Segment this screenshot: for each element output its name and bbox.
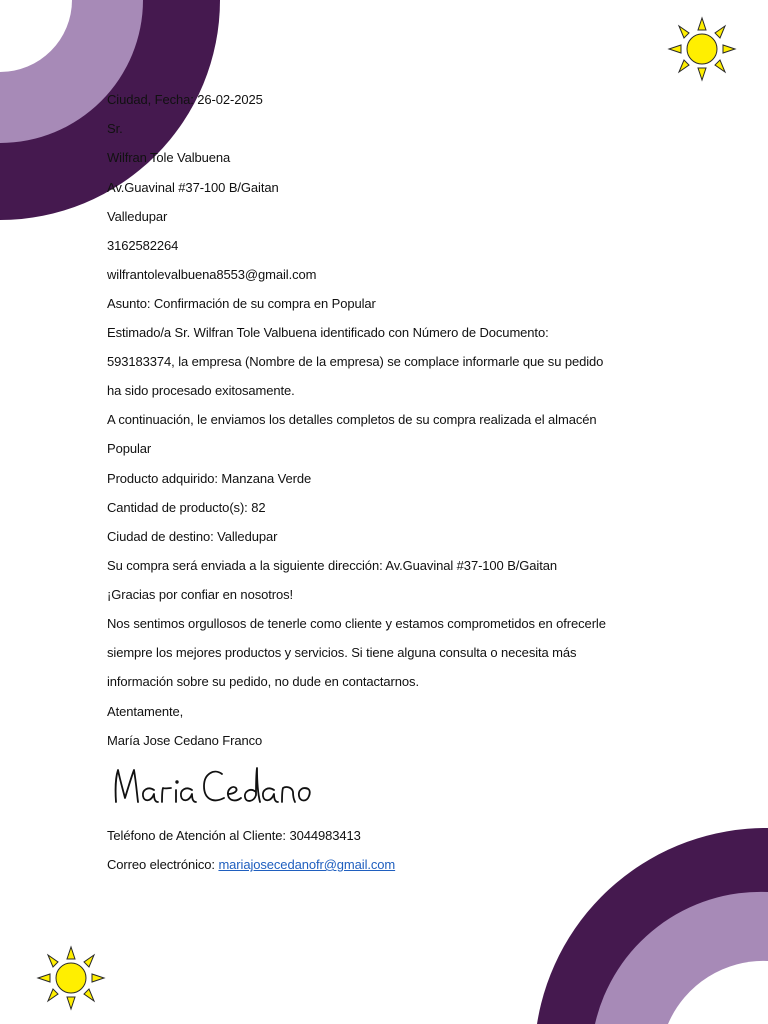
subject-line: Asunto: Confirmación de su compra en Popular [107, 296, 376, 311]
quantity-line: Cantidad de producto(s): 82 [107, 500, 266, 515]
body-paragraph-line: 593183374, la empresa (Nombre de la empresa) se complace informarle que su pedido [107, 354, 604, 369]
thanks-line: ¡Gracias por confiar en nosotros! [107, 587, 294, 602]
handwritten-signature [108, 758, 318, 814]
email-label: Correo electrónico: [107, 857, 219, 872]
product-line: Producto adquirido: Manzana Verde [107, 471, 312, 486]
sender-name: María Jose Cedano Franco [107, 733, 263, 748]
destination-line: Ciudad de destino: Valledupar [107, 529, 278, 544]
body-paragraph-line: Estimado/a Sr. Wilfran Tole Valbuena identificado con Número de Documento: [107, 325, 549, 340]
body-paragraph-line: A continuación, le enviamos los detalles completos de su compra realizada el almacén [107, 412, 597, 427]
recipient-city: Valledupar [107, 209, 168, 224]
sun-icon [667, 16, 737, 82]
body-paragraph-line: ha sido procesado exitosamente. [107, 383, 295, 398]
recipient-email: wilfrantolevalbuena8553@gmail.com [107, 267, 317, 282]
recipient-phone: 3162582264 [107, 238, 179, 253]
sign-off: Atentamente, [107, 704, 184, 719]
recipient-name: Wilfran Tole Valbuena [107, 150, 231, 165]
city-date: Ciudad, Fecha: 26-02-2025 [107, 92, 263, 107]
recipient-address: Av.Guavinal #37-100 B/Gaitan [107, 180, 279, 195]
closing-paragraph-line: Nos sentimos orgullosos de tenerle como cliente y estamos comprometidos en ofrecerle [107, 616, 606, 631]
support-phone: Teléfono de Atención al Cliente: 3044983413 [107, 828, 361, 843]
shipping-address-line: Su compra será enviada a la siguiente dirección: Av.Guavinal #37-100 B/Gaitan [107, 558, 557, 573]
contact-email-link[interactable]: mariajosecedanofr@gmail.com [218, 857, 396, 872]
closing-paragraph-line: información sobre su pedido, no dude en contactarnos. [107, 674, 419, 689]
closing-paragraph-line: siempre los mejores productos y servicios. Si tiene alguna consulta o necesita más [107, 645, 577, 660]
contact-email-line [107, 857, 395, 873]
body-paragraph-line: Popular [107, 441, 152, 456]
salutation-title: Sr. [107, 121, 123, 136]
sun-icon [36, 945, 106, 1011]
